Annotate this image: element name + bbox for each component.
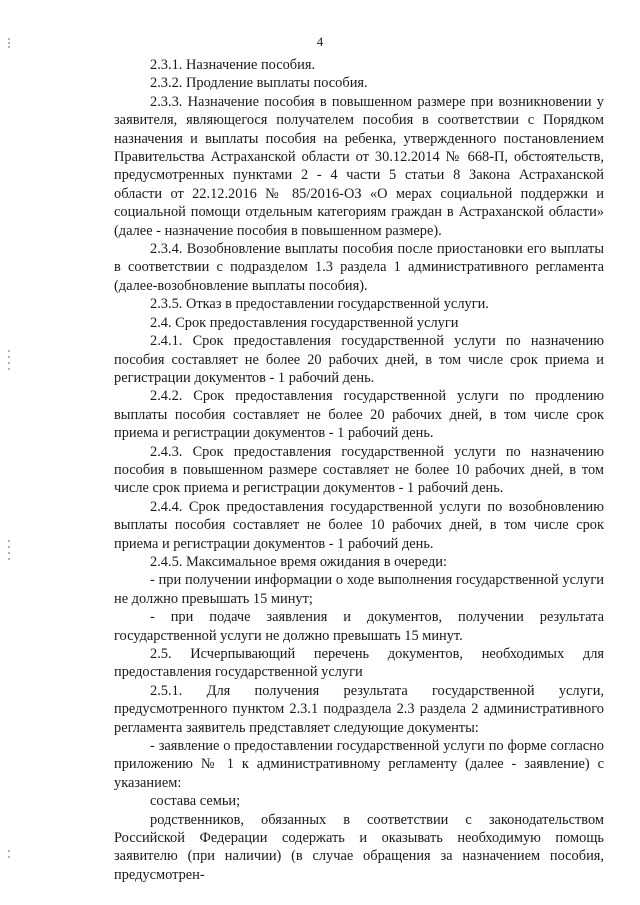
paragraph-2-4-4: 2.4.4. Срок предоставления государственной услуги по возобновлению выплаты пособия составляет не более 10 рабочих дней, в том числе срок приема и регистрации документов - 1 рабочий день. <box>114 498 604 552</box>
document-body <box>114 56 604 884</box>
paragraph-2-4-3: 2.4.3. Срок предоставления государственной услуги по назначению пособия в повышенном размере составляет не более 10 рабочих дней, в том числе срок приема и регистрации документов - 1 рабочий день. <box>114 443 604 497</box>
paragraph-2-4-5: 2.4.5. Максимальное время ожидания в очереди: <box>150 553 447 570</box>
list-item-family-composition: состава семьи; <box>150 793 241 810</box>
paragraph-2-4-2: 2.4.2. Срок предоставления государственной услуги по продлению выплаты пособия составляет не более 20 рабочих дней, в том числе срок приема и регистрации документов - 1 рабочий день. <box>114 388 604 442</box>
paragraph-2-5-1: 2.5.1. Для получения результата государственной услуги, предусмотренного пунктом 2.3.1 подраздела 2.3 раздела 2 административного регламента заявитель представляет следующие документы: <box>114 682 604 736</box>
paragraph-2-3-1: 2.3.1. Назначение пособия. <box>150 57 316 73</box>
section-heading-2-4: 2.4. Срок предоставления государственной услуги <box>150 314 459 331</box>
list-item-application: - заявление о предоставлении государственной услуги по форме согласно приложению № 1 к административному регламенту (далее - заявление) с указанием: <box>114 738 604 791</box>
page-number: 4 <box>316 34 324 49</box>
section-heading-2-5: 2.5. Исчерпывающий перечень документов, необходимых для предоставления государственной услуги <box>114 646 604 681</box>
paragraph-2-3-5: 2.3.5. Отказ в предоставлении государственной услуги. <box>150 296 489 313</box>
margin-scan-marks <box>8 0 11 905</box>
paragraph-2-4-1: 2.4.1. Срок предоставления государственной услуги по назначению пособия составляет не более 20 рабочих дней, в том числе срок приема и регистрации документов - 1 рабочий день. <box>114 333 604 386</box>
list-item-info-wait: - при получении информации о ходе выполнения государственной услуги не должно превышать 15 минут; <box>114 572 604 607</box>
list-item-submit-wait: - при подаче заявления и документов, получении результата государственной услуги не должно превышать 15 минут. <box>114 609 604 644</box>
list-item-relatives: родственников, обязанных в соответствии с законодательством Российской Федерации содержать и оказывать необходимую помощь заявителю (при наличии) (в случае обращения за назначением пособия, предусмотрен- <box>114 811 604 883</box>
paragraph-2-3-4: 2.3.4. Возобновление выплаты пособия после приостановки его выплаты в соответствии с подразделом 1.3 раздела 1 административного регламента (далее-возобновление выплаты пособия). <box>114 241 604 294</box>
paragraph-2-3-3: 2.3.3. Назначение пособия в повышенном размере при возникновении у заявителя, являющегося получателем пособия в соответствии с Порядком назначения и выплаты пособия на ребенка, утвержденного постановлением Правительства Астраханской области от 30.12.2014 № 668-П, обстоятельств, предусмотренных пунктами 2 - 4 части 5 статьи 8 Закона Астраханской области от 22.12.2016 № 85/2016-ОЗ «О мерах социальной поддержки и социальной помощи отдельным категориям граждан в Астраханской области» (далее - назначение пособия в повышенном размере). <box>114 93 604 239</box>
paragraph-2-3-2: 2.3.2. Продление выплаты пособия. <box>150 75 368 92</box>
